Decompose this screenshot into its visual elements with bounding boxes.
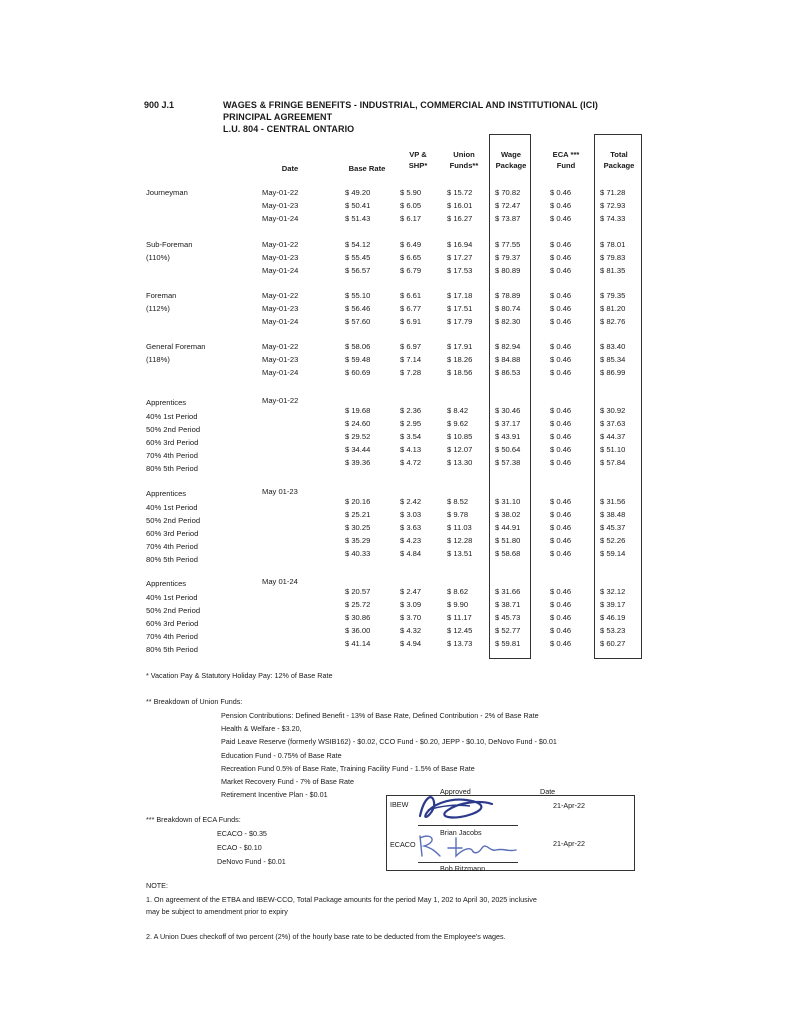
cell-union-funds: $ 9.62 xyxy=(447,419,469,429)
cell-vp-shp: $ 6.61 xyxy=(400,291,422,300)
classification-label: General Foreman xyxy=(146,342,206,351)
cell-vp-shp: $ 3.03 xyxy=(400,510,422,520)
cell-date: May-01-23 xyxy=(262,201,299,210)
cell-eca-fund: $ 0.46 xyxy=(550,549,572,559)
cell-total-package: $ 46.19 xyxy=(600,613,626,623)
cell-union-funds: $ 11.17 xyxy=(447,613,472,623)
cell-date: May-01-23 xyxy=(262,253,299,262)
cell-vp-shp: $ 2.42 xyxy=(400,497,422,506)
cell-total-package: $ 74.33 xyxy=(600,214,626,223)
cell-total-package: $ 71.28 xyxy=(600,188,626,197)
cell-vp-shp: $ 6.91 xyxy=(400,317,422,326)
cell-base-rate: $ 55.10 xyxy=(345,291,371,300)
cell-base-rate: $ 35.29 xyxy=(345,536,371,546)
cell-vp-shp: $ 6.17 xyxy=(400,214,422,223)
apprentice-period-label: 60% 3rd Period xyxy=(146,619,199,629)
union-fund-item: Market Recovery Fund - 7% of Base Rate xyxy=(221,777,355,786)
cell-union-funds: $ 13.73 xyxy=(447,639,473,649)
ecaco-signature xyxy=(412,830,532,862)
cell-base-rate: $ 41.14 xyxy=(345,639,371,649)
cell-vp-shp: $ 6.79 xyxy=(400,266,422,275)
cell-vp-shp: $ 7.14 xyxy=(400,355,422,364)
col-union-2: Funds** xyxy=(449,161,479,170)
union-fund-item: Health & Welfare - $3.20, xyxy=(221,724,302,734)
cell-date: May-01-22 xyxy=(262,240,299,249)
cell-base-rate: $ 34.44 xyxy=(345,445,371,455)
cell-base-rate: $ 56.46 xyxy=(345,304,371,313)
date-heading: Date xyxy=(540,787,556,796)
cell-base-rate: $ 20.16 xyxy=(345,497,371,506)
ibew-signer-name: Brian Jacobs xyxy=(440,828,482,837)
cell-union-funds: $ 12.07 xyxy=(447,445,473,455)
cell-eca-fund: $ 0.46 xyxy=(550,214,572,223)
apprentice-period-label: 50% 2nd Period xyxy=(146,516,201,526)
wage-package-box xyxy=(489,134,531,659)
apprentice-period-label: 40% 1st Period xyxy=(146,412,198,421)
cell-vp-shp: $ 4.84 xyxy=(400,549,422,559)
cell-wage-package: $ 80.89 xyxy=(495,266,521,275)
ibew-date: 21-Apr-22 xyxy=(553,801,585,810)
cell-total-package: $ 82.76 xyxy=(600,317,626,326)
apprentice-period-label: 70% 4th Period xyxy=(146,451,198,461)
cell-vp-shp: $ 3.70 xyxy=(400,613,422,623)
cell-wage-package: $ 50.64 xyxy=(495,445,521,455)
cell-wage-package: $ 45.73 xyxy=(495,613,521,623)
union-fund-item: Education Fund - 0.75% of Base Rate xyxy=(221,750,342,760)
cell-eca-fund: $ 0.46 xyxy=(550,419,572,429)
apprentice-period-label: 40% 1st Period xyxy=(146,503,198,512)
col-total-1: Total xyxy=(610,150,628,159)
cell-wage-package: $ 51.80 xyxy=(495,536,521,546)
apprentice-period-label: 60% 3rd Period xyxy=(146,438,199,448)
cell-base-rate: $ 36.00 xyxy=(345,626,371,636)
union-fund-item: Paid Leave Reserve (formerly WSIB162) - $0.02, CCO Fund - $0.20, JEPP - $0.10, DeNovo Fund - $0.01 xyxy=(221,737,557,747)
cell-union-funds: $ 17.27 xyxy=(447,253,473,262)
cell-base-rate: $ 59.48 xyxy=(345,355,371,364)
apprentice-group-date: May-01-22 xyxy=(262,396,299,405)
cell-vp-shp: $ 6.05 xyxy=(400,201,422,210)
cell-total-package: $ 86.99 xyxy=(600,368,626,377)
cell-eca-fund: $ 0.46 xyxy=(550,304,572,313)
apprentice-period-label: 70% 4th Period xyxy=(146,542,198,552)
apprentice-period-label: 80% 5th Period xyxy=(146,555,198,565)
cell-union-funds: $ 17.91 xyxy=(447,342,473,351)
cell-eca-fund: $ 0.46 xyxy=(550,368,572,377)
cell-union-funds: $ 8.62 xyxy=(447,587,469,596)
cell-wage-package: $ 79.37 xyxy=(495,253,521,262)
cell-eca-fund: $ 0.46 xyxy=(550,266,572,275)
cell-eca-fund: $ 0.46 xyxy=(550,639,572,649)
cell-base-rate: $ 50.41 xyxy=(345,201,371,210)
cell-total-package: $ 32.12 xyxy=(600,587,626,596)
cell-base-rate: $ 49.20 xyxy=(345,188,371,197)
cell-wage-package: $ 86.53 xyxy=(495,368,521,377)
cell-eca-fund: $ 0.46 xyxy=(550,587,572,596)
cell-union-funds: $ 9.90 xyxy=(447,600,469,610)
col-total-2: Package xyxy=(603,161,635,170)
notes-title: NOTE: xyxy=(146,881,168,890)
cell-eca-fund: $ 0.46 xyxy=(550,342,572,351)
cell-wage-package: $ 77.55 xyxy=(495,240,521,249)
cell-eca-fund: $ 0.46 xyxy=(550,317,572,326)
union-fund-item: Pension Contributions: Defined Benefit - 13% of Base Rate, Defined Contribution - 2% of Base Rate xyxy=(221,711,539,720)
union-fund-item: Recreation Fund 0.5% of Base Rate, Training Facility Fund - 1.5% of Base Rate xyxy=(221,763,475,773)
cell-date: May-01-24 xyxy=(262,266,299,275)
cell-wage-package: $ 82.30 xyxy=(495,317,521,326)
cell-wage-package: $ 72.47 xyxy=(495,201,521,210)
cell-union-funds: $ 12.45 xyxy=(447,626,473,636)
cell-total-package: $ 31.56 xyxy=(600,497,626,506)
apprentice-group-title: Apprentices xyxy=(146,489,187,498)
cell-base-rate: $ 29.52 xyxy=(345,432,371,442)
cell-wage-package: $ 38.02 xyxy=(495,510,521,520)
classification-label: (112%) xyxy=(146,304,170,313)
cell-wage-package: $ 80.74 xyxy=(495,304,521,313)
union-fund-item: Retirement Incentive Plan - $0.01 xyxy=(221,790,328,800)
cell-total-package: $ 57.84 xyxy=(600,458,626,468)
eca-item: DeNovo Fund - $0.01 xyxy=(217,857,286,866)
ibew-signature xyxy=(410,788,500,828)
cell-vp-shp: $ 3.54 xyxy=(400,432,422,442)
classification-label: (110%) xyxy=(146,253,170,262)
cell-total-package: $ 37.63 xyxy=(600,419,626,429)
cell-eca-fund: $ 0.46 xyxy=(550,253,572,262)
cell-eca-fund: $ 0.46 xyxy=(550,240,572,249)
cell-wage-package: $ 31.10 xyxy=(495,497,521,506)
cell-total-package: $ 85.34 xyxy=(600,355,626,364)
document-title: WAGES & FRINGE BENEFITS - INDUSTRIAL, COMMERCIAL AND INSTITUTIONAL (ICI) xyxy=(223,100,599,110)
cell-base-rate: $ 20.57 xyxy=(345,587,371,596)
apprentice-group-date: May 01-23 xyxy=(262,487,298,496)
eca-item: ECAO - $0.10 xyxy=(217,843,262,852)
eca-item: ECACO - $0.35 xyxy=(217,829,267,838)
cell-union-funds: $ 17.79 xyxy=(447,317,473,326)
ecaco-date: 21-Apr-22 xyxy=(553,839,585,848)
cell-wage-package: $ 30.46 xyxy=(495,406,521,415)
cell-wage-package: $ 43.91 xyxy=(495,432,521,442)
document-subtitle: PRINCIPAL AGREEMENT xyxy=(223,112,333,122)
cell-eca-fund: $ 0.46 xyxy=(550,510,572,520)
col-eca-2: Fund xyxy=(556,161,576,170)
cell-eca-fund: $ 0.46 xyxy=(550,291,572,300)
cell-wage-package: $ 73.87 xyxy=(495,214,521,223)
cell-eca-fund: $ 0.46 xyxy=(550,445,572,455)
cell-union-funds: $ 17.53 xyxy=(447,266,473,275)
cell-total-package: $ 60.27 xyxy=(600,639,626,649)
local-union: L.U. 804 - CENTRAL ONTARIO xyxy=(223,124,355,134)
cell-base-rate: $ 30.86 xyxy=(345,613,371,623)
cell-union-funds: $ 8.52 xyxy=(447,497,469,506)
cell-total-package: $ 79.35 xyxy=(600,291,626,300)
cell-eca-fund: $ 0.46 xyxy=(550,536,572,546)
cell-eca-fund: $ 0.46 xyxy=(550,613,572,623)
col-union-1: Union xyxy=(453,150,475,159)
approved-heading: Approved xyxy=(440,787,471,796)
cell-wage-package: $ 52.77 xyxy=(495,626,521,636)
cell-total-package: $ 81.20 xyxy=(600,304,626,313)
apprentice-period-label: 50% 2nd Period xyxy=(146,425,201,435)
cell-union-funds: $ 15.72 xyxy=(447,188,473,197)
cell-base-rate: $ 60.69 xyxy=(345,368,371,377)
cell-union-funds: $ 8.42 xyxy=(447,406,469,415)
cell-total-package: $ 83.40 xyxy=(600,342,626,351)
cell-total-package: $ 72.93 xyxy=(600,201,626,210)
cell-vp-shp: $ 2.95 xyxy=(400,419,422,429)
cell-vp-shp: $ 6.65 xyxy=(400,253,422,262)
cell-eca-fund: $ 0.46 xyxy=(550,432,572,442)
ecaco-signer-name: Bob Ritzmann xyxy=(440,864,486,873)
apprentice-period-label: 40% 1st Period xyxy=(146,593,198,602)
cell-wage-package: $ 70.82 xyxy=(495,188,521,197)
cell-eca-fund: $ 0.46 xyxy=(550,458,572,468)
cell-date: May-01-24 xyxy=(262,214,299,223)
cell-eca-fund: $ 0.46 xyxy=(550,355,572,364)
cell-total-package: $ 51.10 xyxy=(600,445,626,455)
cell-total-package: $ 44.37 xyxy=(600,432,626,442)
cell-vp-shp: $ 4.72 xyxy=(400,458,422,468)
cell-date: May-01-22 xyxy=(262,291,299,300)
cell-base-rate: $ 19.68 xyxy=(345,406,371,415)
apprentice-group-title: Apprentices xyxy=(146,398,187,407)
cell-vp-shp: $ 4.23 xyxy=(400,536,422,546)
ibew-label: IBEW xyxy=(390,800,409,809)
cell-wage-package: $ 31.66 xyxy=(495,587,521,596)
cell-wage-package: $ 84.88 xyxy=(495,355,521,364)
cell-union-funds: $ 16.94 xyxy=(447,240,473,249)
cell-total-package: $ 59.14 xyxy=(600,549,626,559)
cell-total-package: $ 53.23 xyxy=(600,626,626,636)
cell-union-funds: $ 10.85 xyxy=(447,432,473,442)
cell-total-package: $ 81.35 xyxy=(600,266,626,275)
classification-label: Foreman xyxy=(146,291,177,300)
col-eca-1: ECA *** xyxy=(552,150,580,159)
col-wage-1: Wage xyxy=(501,150,521,159)
cell-date: May-01-22 xyxy=(262,188,299,197)
cell-wage-package: $ 44.91 xyxy=(495,523,521,533)
cell-wage-package: $ 78.89 xyxy=(495,291,521,300)
apprentice-period-label: 70% 4th Period xyxy=(146,632,198,642)
classification-label: Journeyman xyxy=(146,188,188,197)
total-package-box xyxy=(594,134,642,659)
cell-total-package: $ 38.48 xyxy=(600,510,626,520)
col-vp-1: VP & xyxy=(409,150,427,159)
cell-vp-shp: $ 6.97 xyxy=(400,342,422,351)
cell-eca-fund: $ 0.46 xyxy=(550,406,572,415)
cell-vp-shp: $ 4.13 xyxy=(400,445,422,455)
cell-union-funds: $ 17.51 xyxy=(447,304,473,313)
cell-union-funds: $ 13.30 xyxy=(447,458,473,468)
apprentice-period-label: 50% 2nd Period xyxy=(146,606,201,616)
cell-date: May-01-24 xyxy=(262,368,299,377)
cell-base-rate: $ 25.21 xyxy=(345,510,371,520)
union-breakdown-title: ** Breakdown of Union Funds: xyxy=(146,697,243,706)
cell-base-rate: $ 25.72 xyxy=(345,600,371,610)
cell-eca-fund: $ 0.46 xyxy=(550,600,572,610)
cell-vp-shp: $ 2.36 xyxy=(400,406,422,415)
cell-union-funds: $ 11.03 xyxy=(447,523,472,533)
cell-vp-shp: $ 5.90 xyxy=(400,188,422,197)
cell-total-package: $ 30.92 xyxy=(600,406,626,415)
cell-total-package: $ 45.37 xyxy=(600,523,626,533)
cell-wage-package: $ 82.94 xyxy=(495,342,521,351)
classification-label: Sub-Foreman xyxy=(146,240,193,249)
cell-vp-shp: $ 6.77 xyxy=(400,304,422,313)
section-code: 900 J.1 xyxy=(144,100,175,110)
cell-union-funds: $ 18.26 xyxy=(447,355,473,364)
cell-union-funds: $ 12.28 xyxy=(447,536,473,546)
cell-union-funds: $ 16.01 xyxy=(447,201,473,210)
cell-union-funds: $ 9.78 xyxy=(447,510,469,520)
vacation-note: * Vacation Pay & Statutory Holiday Pay: 12% of Base Rate xyxy=(146,671,333,680)
cell-eca-fund: $ 0.46 xyxy=(550,188,572,197)
cell-total-package: $ 39.17 xyxy=(600,600,626,610)
cell-vp-shp: $ 6.49 xyxy=(400,240,422,249)
cell-base-rate: $ 56.57 xyxy=(345,266,371,275)
col-vp-2: SHP* xyxy=(408,161,428,170)
col-wage-2: Package xyxy=(495,161,527,170)
cell-date: May-01-23 xyxy=(262,304,299,313)
cell-eca-fund: $ 0.46 xyxy=(550,626,572,636)
apprentice-group-title: Apprentices xyxy=(146,579,187,588)
ecaco-signature-line xyxy=(418,862,518,863)
cell-base-rate: $ 39.36 xyxy=(345,458,371,468)
cell-total-package: $ 52.26 xyxy=(600,536,626,546)
cell-base-rate: $ 40.33 xyxy=(345,549,371,559)
apprentice-period-label: 80% 5th Period xyxy=(146,645,198,655)
cell-union-funds: $ 18.56 xyxy=(447,368,473,377)
cell-vp-shp: $ 4.32 xyxy=(400,626,422,636)
cell-wage-package: $ 37.17 xyxy=(495,419,521,429)
cell-base-rate: $ 51.43 xyxy=(345,214,371,223)
cell-vp-shp: $ 2.47 xyxy=(400,587,422,596)
note-item: 1. On agreement of the ETBA and IBEW-CCO, Total Package amounts for the period May 1, 202 to April 30, 2025 inclusive xyxy=(146,895,537,904)
note-item: may be subject to amendment prior to expiry xyxy=(146,907,288,916)
apprentice-group-date: May 01-24 xyxy=(262,577,298,586)
ecaco-label: ECACO xyxy=(390,840,416,849)
cell-base-rate: $ 55.45 xyxy=(345,253,371,262)
eca-breakdown-title: *** Breakdown of ECA Funds: xyxy=(146,815,241,824)
cell-base-rate: $ 57.60 xyxy=(345,317,371,326)
cell-total-package: $ 78.01 xyxy=(600,240,626,249)
cell-date: May-01-23 xyxy=(262,355,299,364)
cell-vp-shp: $ 3.09 xyxy=(400,600,422,610)
col-date: Date xyxy=(281,164,299,173)
cell-wage-package: $ 59.81 xyxy=(495,639,521,649)
cell-base-rate: $ 54.12 xyxy=(345,240,371,249)
cell-total-package: $ 79.83 xyxy=(600,253,626,262)
cell-date: May-01-24 xyxy=(262,317,299,326)
cell-base-rate: $ 58.06 xyxy=(345,342,371,351)
note-item: 2. A Union Dues checkoff of two percent (2%) of the hourly base rate to be deducted from the Employee's wages. xyxy=(146,932,506,941)
cell-union-funds: $ 16.27 xyxy=(447,214,473,223)
cell-union-funds: $ 13.51 xyxy=(447,549,473,559)
cell-wage-package: $ 58.68 xyxy=(495,549,521,559)
cell-eca-fund: $ 0.46 xyxy=(550,497,572,506)
cell-wage-package: $ 57.38 xyxy=(495,458,521,468)
cell-vp-shp: $ 7.28 xyxy=(400,368,422,377)
cell-wage-package: $ 38.71 xyxy=(495,600,521,610)
cell-union-funds: $ 17.18 xyxy=(447,291,473,300)
cell-vp-shp: $ 3.63 xyxy=(400,523,422,533)
apprentice-period-label: 60% 3rd Period xyxy=(146,529,199,539)
cell-base-rate: $ 24.60 xyxy=(345,419,371,429)
cell-eca-fund: $ 0.46 xyxy=(550,201,572,210)
apprentice-period-label: 80% 5th Period xyxy=(146,464,198,474)
col-base-rate: Base Rate xyxy=(348,164,386,173)
cell-base-rate: $ 30.25 xyxy=(345,523,371,533)
classification-label: (118%) xyxy=(146,355,170,364)
cell-vp-shp: $ 4.94 xyxy=(400,639,422,649)
cell-date: May-01-22 xyxy=(262,342,299,351)
cell-eca-fund: $ 0.46 xyxy=(550,523,572,533)
